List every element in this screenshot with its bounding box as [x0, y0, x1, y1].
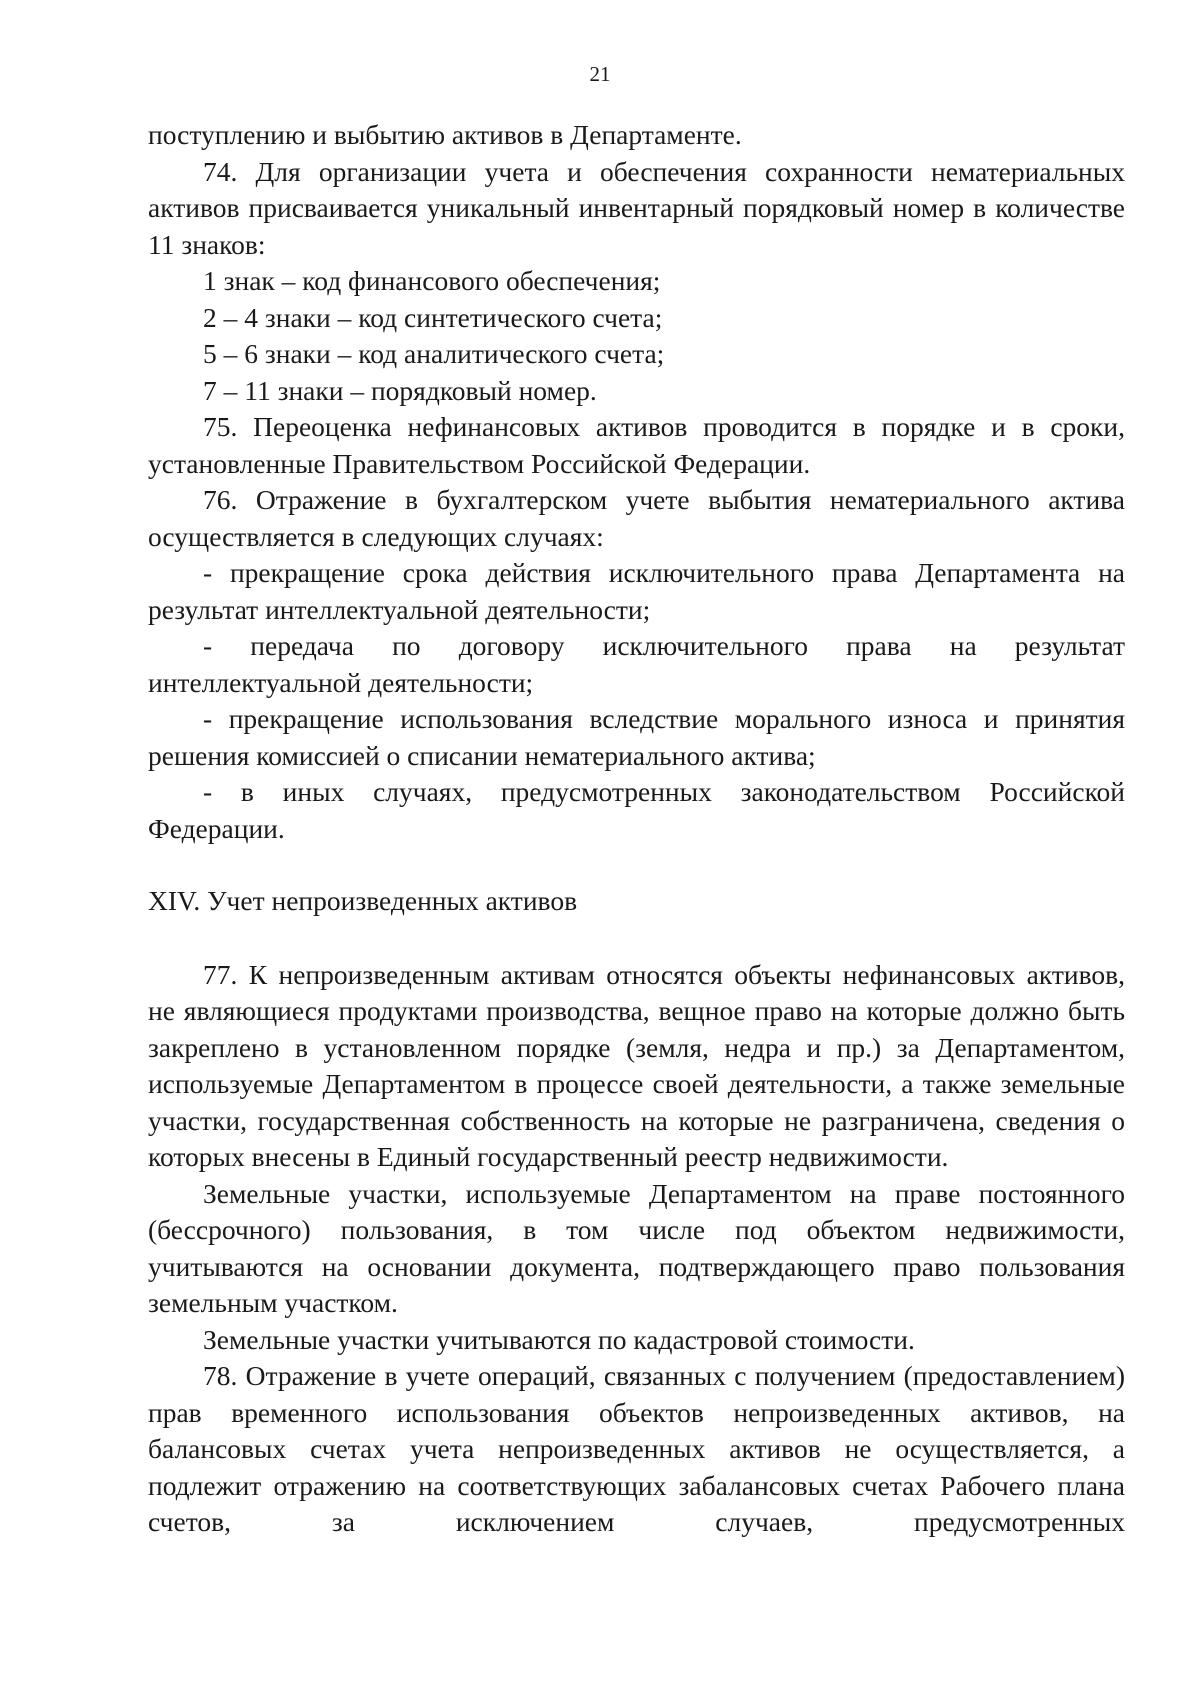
paragraph-78: 78. Отражение в учете операций, связанных с получением (предоставлением) прав временного использования объектов непроизведенных активов, на балансовых счетах учета непроизведенных активов не осуществляется, а подлежит отражению на соответствующих забалансовых счетах Рабочего плана счетов, за исключением случаев, предусмотренных: [148, 1360, 1125, 1537]
document-body: [148, 117, 1125, 1541]
page-number: 21: [589, 62, 611, 86]
paragraph-76: 76. Отражение в бухгалтерском учете выбытия нематериального актива осуществляется в следующих случаях:: [148, 484, 1125, 552]
list-item: - прекращение срока действия исключительного права Департамента на результат интеллектуальной деятельности;: [148, 557, 1125, 625]
continuation-paragraph: поступлению и выбытию активов в Департаменте.: [148, 119, 742, 150]
list-item: - прекращение использования вследствие морального износа и принятия решения комиссией о списании нематериального актива;: [148, 703, 1125, 771]
cadastral-paragraph: Земельные участки учитываются по кадастровой стоимости.: [203, 1323, 915, 1355]
paragraph-74: 74. Для организации учета и обеспечения сохранности нематериальных активов присваивается уникальный инвентарный порядковый номер в количестве 11 знаков:: [148, 155, 1125, 260]
list-item: 2 – 4 знаки – код синтетического счета;: [203, 301, 663, 333]
paragraph-77: 77. К непроизведенным активам относятся объекты нефинансовых активов, не являющиеся продуктами производства, вещное право на которые должно быть закреплено в установленном порядке (земля, недра и пр.) за Департаментом, используемые Департаментом в процессе своей деятельности, а также земельные участки, государственная собственность на которые не разграничена, сведения о которых внесены в Единый государственный реестр недвижимости.: [148, 958, 1125, 1172]
list-item: 1 знак – код финансового обеспечения;: [203, 265, 661, 296]
list-item: 7 – 11 знаки – порядковый номер.: [203, 374, 597, 406]
paragraph-75: 75. Переоценка нефинансовых активов проводится в порядке и в сроки, установленные Правительством Российской Федерации.: [148, 411, 1125, 479]
list-item: - в иных случаях, предусмотренных законодательством Российской Федерации.: [148, 776, 1125, 844]
land-plots-paragraph: Земельные участки, используемые Департаментом на праве постоянного (бессрочного) пользования, в том числе под объектом недвижимости, учитываются на основании документа, подтверждающего право пользования земельным участком.: [148, 1177, 1125, 1318]
section-heading: XIV. Учет непроизведенных активов: [148, 885, 578, 916]
list-item: - передача по договору исключительного права на результат интеллектуальной деятельности;: [148, 630, 1125, 698]
list-item: 5 – 6 знаки – код аналитического счета;: [203, 338, 665, 369]
